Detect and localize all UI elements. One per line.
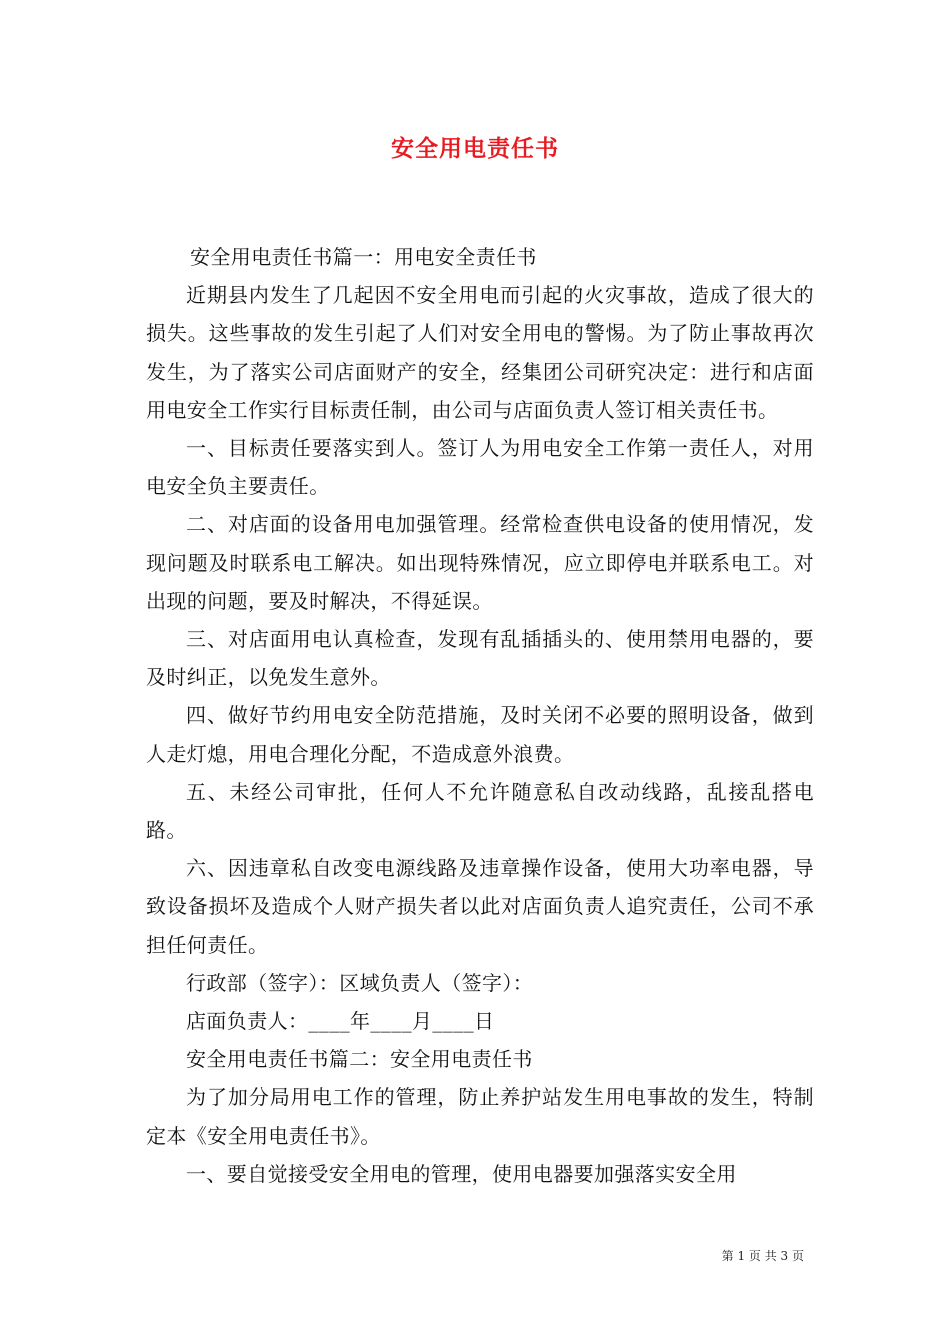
document-body [146, 238, 814, 1193]
document-title: 安全用电责任书 [391, 136, 559, 162]
paragraph-item-3: 三、对店面用电认真检查，发现有乱插插头的、使用禁用电器的，要及时纠正，以免发生意外。 [146, 627, 814, 690]
section-heading-1: 安全用电责任书篇一：用电安全责任书 [190, 245, 537, 269]
paragraph-item-1: 一、目标责任要落实到人。签订人为用电安全工作第一责任人，对用电安全负主要责任。 [146, 436, 814, 499]
paragraph-item-5: 五、未经公司审批，任何人不允许随意私自改动线路，乱接乱搭电路。 [146, 779, 814, 843]
paragraph-intro: 近期县内发生了几起因不安全用电而引起的火灾事故，造成了很大的损失。这些事故的发生引起了人们对安全用电的警惕。为了防止事故再次发生，为了落实公司店面财产的安全，经集团公司研究决定：进行和店面用电安全工作实行目标责任制，由公司与店面负责人签订相关责任书。 [146, 283, 814, 422]
signature-line-1: 行政部（签字）：区域负责人（签字）： [186, 970, 534, 995]
paragraph-item-6: 六、因违章私自改变电源线路及违章操作设备，使用大功率电器，导致设备损坏及造成个人财产损失者以此对店面负责人追究责任，公司不承担任何责任。 [146, 856, 814, 957]
paragraph-item-2-1: 一、要自觉接受安全用电的管理，使用电器要加强落实安全用 [186, 1161, 737, 1186]
signature-line-2: 店面负责人：____年____月____日 [186, 1009, 495, 1034]
section-heading-2: 安全用电责任书篇二：安全用电责任书 [186, 1047, 533, 1072]
page-number: 第 1 页 共 3 页 [721, 1249, 804, 1263]
paragraph-item-4: 四、做好节约用电安全防范措施，及时关闭不必要的照明设备，做到人走灯熄，用电合理化分配，不造成意外浪费。 [146, 703, 814, 766]
paragraph-intro-2: 为了加分局用电工作的管理，防止养护站发生用电事故的发生，特制定本《安全用电责任书》。 [146, 1085, 814, 1148]
paragraph-item-2: 二、对店面的设备用电加强管理。经常检查供电设备的使用情况，发现问题及时联系电工解决。如出现特殊情况，应立即停电并联系电工。对出现的问题，要及时解决，不得延误。 [146, 512, 814, 613]
